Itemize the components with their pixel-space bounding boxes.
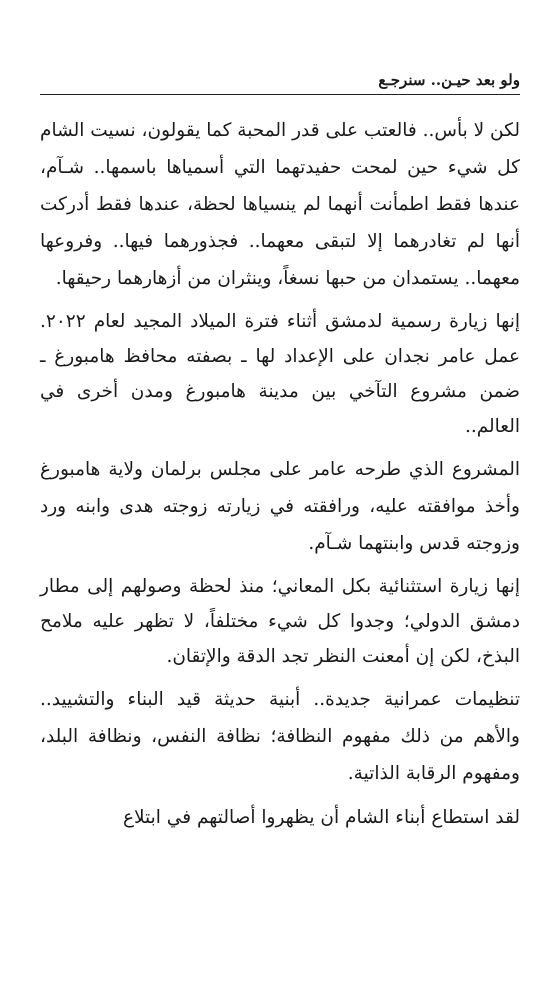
paragraph-3: المشروع الذي طرحه عامر على مجلس برلمان ولاية هامبورغ وأخذ موافقته عليه، ورافقته في زيارته زوجته هدى وابنه ورد وزوجته قدس وابنتهما شـآم. xyxy=(40,459,520,554)
paragraph-2: إنها زيارة رسمية لدمشق أثناء فترة الميلاد المجيد لعام ٢٠٢٢. عمل عامر نجدان على الإعداد لها ـ بصفته محافظ هامبورغ ـ ضمن مشروع التآخي بين مدينة هامبورغ ومدن أخرى في العالم.. xyxy=(40,311,520,437)
running-title: ولو بعد حيـن.. سنرجـع xyxy=(378,71,520,89)
body-text xyxy=(40,112,520,843)
running-header xyxy=(40,64,520,95)
paragraph-4: إنها زيارة استثنائية بكل المعاني؛ منذ لحظة وصولهم إلى مطار دمشق الدولي؛ وجدوا كل شيء مختلفاً، لا تظهر عليه ملامح البذخ، لكن إن أمعنت النظر تجد الدقة والإتقان. xyxy=(40,576,520,667)
paragraph-5: تنظيمات عمرانية جديدة.. أبنية حديثة قيد البناء والتشييد.. والأهم من ذلك مفهوم النظافة؛ نظافة النفس، ونظافة البلد، ومفهوم الرقابة الذاتية. xyxy=(40,689,520,784)
paragraph-6: لقد استطاع أبناء الشام أن يظهروا أصالتهم في ابتلاع xyxy=(122,807,520,828)
paragraph-1: لكن لا بأس.. فالعتب على قدر المحبة كما يقولون، نسيت الشام كل شيء حين لمحت حفيدتهما التي أسمياها باسمها.. شـآم، عندها فقط اطمأنت أنهما لم ينسياها لحظة، عندها فقط أدركت أنها لم تغادرهما إلا لتبقى معهما.. فجذورهما فيها.. وفروعها معهما.. يستمدان من حبها نسغاً، وينثران من أزهارهما رحيقها. xyxy=(40,120,520,289)
book-page xyxy=(40,0,520,1000)
